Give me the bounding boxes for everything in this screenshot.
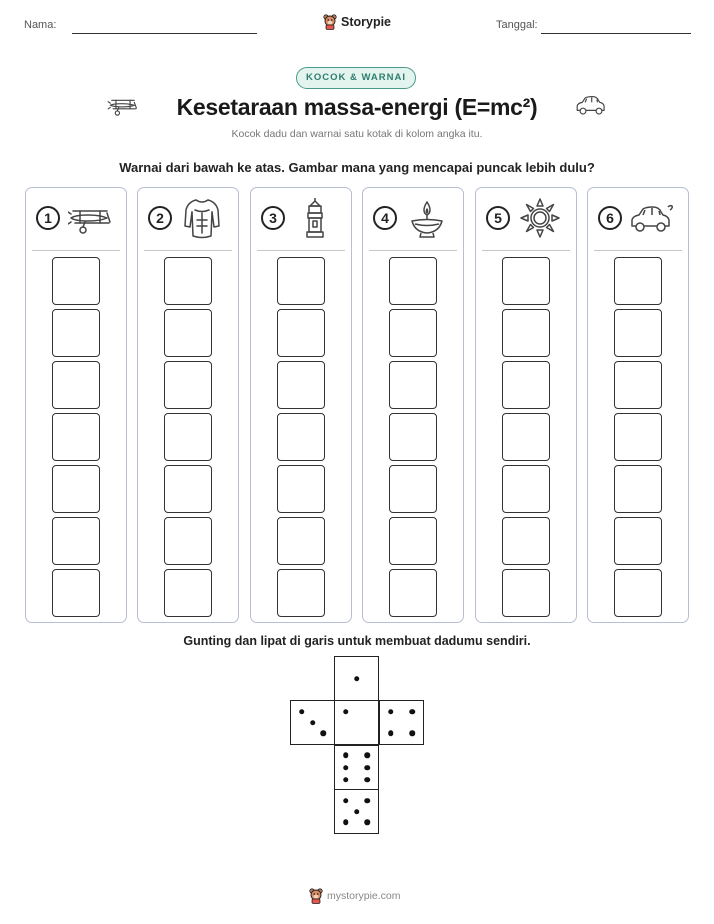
column-divider	[144, 250, 232, 251]
column-number: 6	[598, 206, 622, 230]
footer	[309, 888, 401, 904]
dice-pip	[310, 720, 316, 726]
color-box[interactable]	[502, 309, 550, 357]
car-icon	[630, 196, 674, 240]
color-box[interactable]	[52, 465, 100, 513]
torso-icon	[180, 196, 224, 240]
dice-pip	[354, 809, 360, 815]
color-box[interactable]	[277, 517, 325, 565]
color-box[interactable]	[164, 517, 212, 565]
color-box[interactable]	[614, 309, 662, 357]
color-box[interactable]	[52, 517, 100, 565]
color-box[interactable]	[614, 361, 662, 409]
color-box[interactable]	[614, 413, 662, 461]
dice-pip	[365, 753, 371, 759]
car-decor-icon	[575, 94, 607, 118]
column-1	[25, 187, 127, 623]
cut-instruction: Gunting dan lipat di garis untuk membuat dadumu sendiri.	[183, 634, 531, 648]
color-box[interactable]	[389, 413, 437, 461]
color-box[interactable]	[389, 517, 437, 565]
color-box[interactable]	[164, 361, 212, 409]
page-subtitle: Kocok dadu dan warnai satu kotak di kolom angka itu.	[231, 128, 483, 140]
color-box[interactable]	[389, 465, 437, 513]
color-box[interactable]	[502, 257, 550, 305]
column-number: 2	[148, 206, 172, 230]
column-divider	[32, 250, 120, 251]
name-line[interactable]	[72, 33, 257, 34]
color-box[interactable]	[277, 413, 325, 461]
color-box[interactable]	[52, 361, 100, 409]
date-line[interactable]	[541, 33, 691, 34]
dice-pip	[365, 820, 371, 826]
brand-name: Storypie	[341, 15, 392, 29]
dice-pip	[354, 676, 360, 682]
color-box[interactable]	[502, 517, 550, 565]
column-number: 3	[261, 206, 285, 230]
dice-pip	[343, 765, 349, 771]
color-box[interactable]	[52, 257, 100, 305]
color-box[interactable]	[52, 413, 100, 461]
dice-pip	[388, 731, 394, 737]
column-3	[250, 187, 352, 623]
color-box[interactable]	[277, 569, 325, 617]
dice-pip	[299, 709, 305, 715]
dice-pip	[365, 777, 371, 783]
dice-pip	[365, 765, 371, 771]
tower-icon	[293, 196, 337, 240]
dice-pip	[365, 798, 371, 804]
dice-face-5	[334, 789, 379, 834]
column-divider	[482, 250, 570, 251]
color-box[interactable]	[502, 413, 550, 461]
coloring-instruction: Warnai dari bawah ke atas. Gambar mana yang mencapai puncak lebih dulu?	[119, 160, 595, 175]
color-box[interactable]	[277, 465, 325, 513]
color-box[interactable]	[164, 413, 212, 461]
color-box[interactable]	[614, 569, 662, 617]
color-box[interactable]	[389, 309, 437, 357]
color-box[interactable]	[52, 309, 100, 357]
color-box[interactable]	[164, 465, 212, 513]
storypie-mascot-icon	[309, 888, 323, 904]
color-box[interactable]	[502, 569, 550, 617]
column-number: 5	[486, 206, 510, 230]
dice-face-6	[334, 745, 379, 790]
column-divider	[594, 250, 682, 251]
sun-icon	[518, 196, 562, 240]
page-title: Kesetaraan massa-energi (E=mc²)	[176, 94, 538, 120]
column-6	[587, 187, 689, 623]
dice-pip	[410, 731, 416, 737]
dice-pip	[388, 709, 394, 715]
dice-pip	[343, 798, 349, 804]
color-box[interactable]	[52, 569, 100, 617]
color-box[interactable]	[164, 309, 212, 357]
storypie-mascot-icon	[323, 14, 337, 30]
dice-pip	[343, 777, 349, 783]
column-2	[137, 187, 239, 623]
column-divider	[369, 250, 457, 251]
date-label: Tanggal:	[496, 19, 538, 31]
dice-pip	[410, 709, 416, 715]
color-box[interactable]	[389, 569, 437, 617]
brand-logo	[323, 14, 391, 30]
column-number: 4	[373, 206, 397, 230]
dice-face-1	[334, 700, 379, 745]
dice-face-3	[290, 700, 335, 745]
dice-face-4	[379, 700, 424, 745]
footer-url[interactable]: mystorypie.com	[327, 890, 401, 902]
column-number: 1	[36, 206, 60, 230]
color-box[interactable]	[614, 257, 662, 305]
dice-pip	[321, 731, 327, 737]
biplane-icon	[68, 196, 112, 240]
column-divider	[257, 250, 345, 251]
dice-face-1	[334, 656, 379, 701]
color-box[interactable]	[164, 257, 212, 305]
color-box[interactable]	[502, 465, 550, 513]
color-box[interactable]	[277, 309, 325, 357]
color-box[interactable]	[277, 361, 325, 409]
color-box[interactable]	[614, 465, 662, 513]
activity-badge: KOCOK & WARNAI	[296, 67, 416, 89]
column-4	[362, 187, 464, 623]
color-box[interactable]	[389, 361, 437, 409]
color-box[interactable]	[277, 257, 325, 305]
dice-pip	[343, 709, 349, 715]
color-box[interactable]	[389, 257, 437, 305]
oil-lamp-icon	[405, 196, 449, 240]
column-5	[475, 187, 577, 623]
dice-pip	[343, 820, 349, 826]
color-box[interactable]	[164, 569, 212, 617]
color-box[interactable]	[614, 517, 662, 565]
name-label: Nama:	[24, 19, 57, 31]
color-box[interactable]	[502, 361, 550, 409]
dice-pip	[343, 753, 349, 759]
